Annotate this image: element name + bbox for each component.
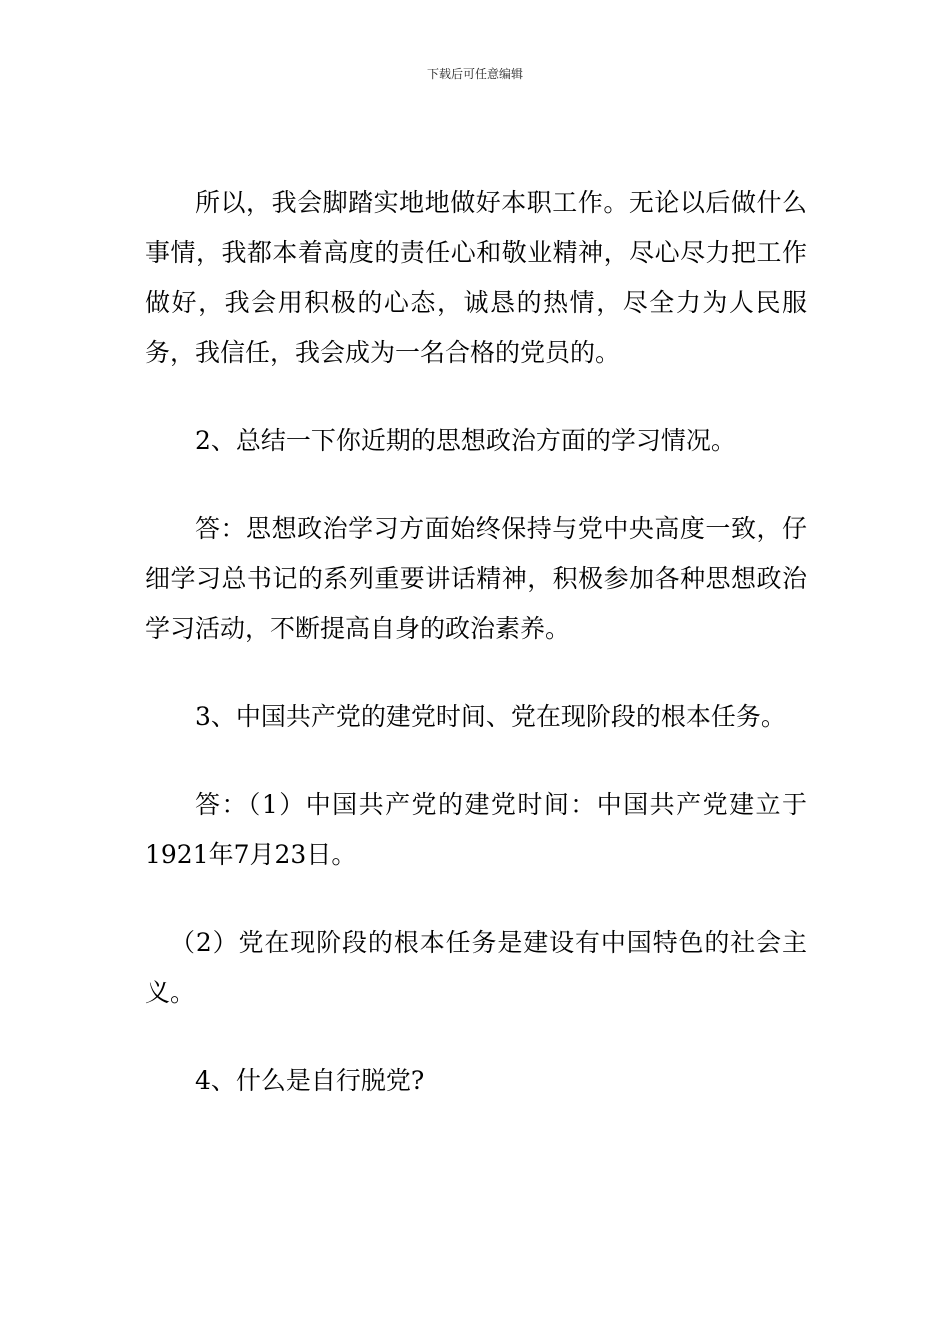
question-2: 2、总结一下你近期的思想政治方面的学习情况。 xyxy=(195,426,736,455)
paragraph-conclusion: 所以，我会脚踏实地地做好本职工作。无论以后做什么事情，我都本着高度的责任心和敬业精神，尽心尽力把工作做好，我会用积极的心态，诚恳的热情，尽全力为人民服务，我信任，我会成为一名合格的党员的。 xyxy=(145,188,807,367)
document-body xyxy=(145,178,807,1106)
answer-2: 答：思想政治学习方面始终保持与党中央高度一致，仔细学习总书记的系列重要讲话精神，积极参加各种思想政治学习活动，不断提高自身的政治素养。 xyxy=(145,514,807,643)
page-header: 下载后可任意编辑 xyxy=(426,67,523,81)
question-4: 4、什么是自行脱党? xyxy=(195,1066,425,1095)
answer-3-part-2: （2）党在现阶段的根本任务是建设有中国特色的社会主义。 xyxy=(145,928,807,1007)
question-3: 3、中国共产党的建党时间、党在现阶段的根本任务。 xyxy=(195,702,786,731)
answer-3-part-1: 答：（1）中国共产党的建党时间：中国共产党建立于1921年7月23日。 xyxy=(145,790,807,869)
